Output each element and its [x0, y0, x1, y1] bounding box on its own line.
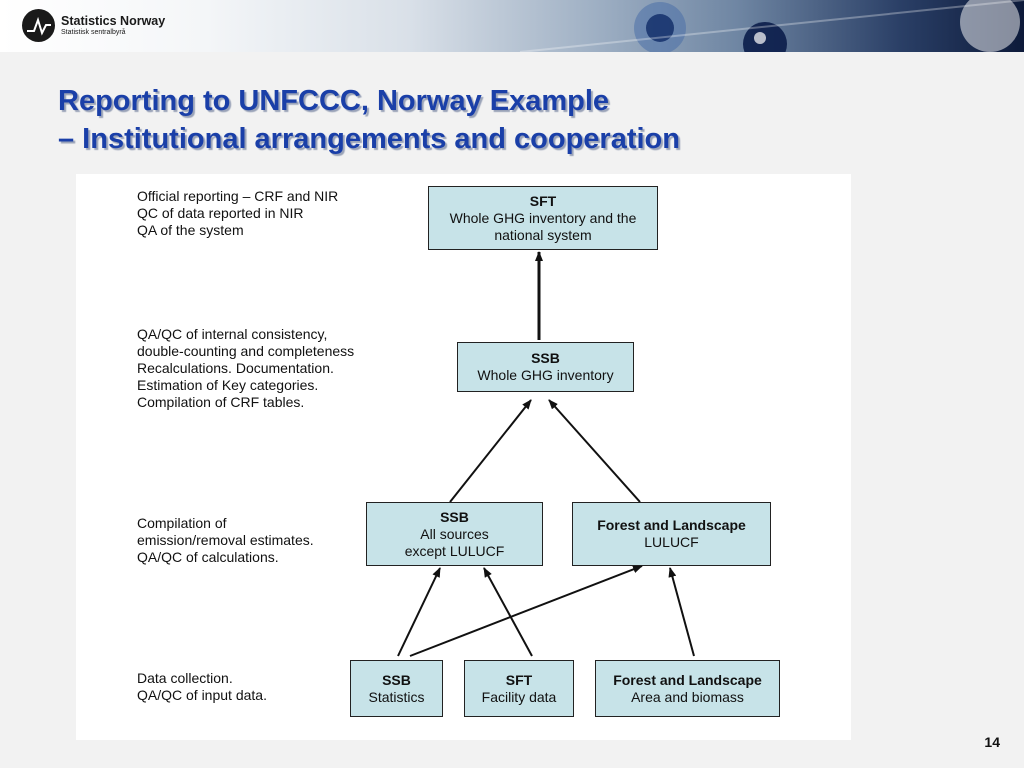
title-line-2: – Institutional arrangements and cooperation — [58, 123, 680, 155]
desc-level-3: Compilation of emission/removal estimates. QA/QC of calculations. — [137, 515, 314, 565]
page-number: 14 — [984, 734, 1000, 750]
arrow-stats-to-forest — [410, 566, 642, 656]
arrow-forestarea-to-forest — [670, 568, 694, 656]
title-line-1: Reporting to UNFCCC, Norway Example — [58, 85, 610, 117]
arrow-ssbsources-to-ssb — [450, 400, 531, 502]
logo-icon — [22, 9, 55, 42]
header-banner — [0, 0, 1024, 52]
box-sft-top: SFT Whole GHG inventory and the national system — [428, 186, 658, 250]
slide-title — [58, 82, 680, 158]
box-ssb-all-sources: SSB All sources except LULUCF — [366, 502, 543, 566]
box-ssb-statistics: SSB Statistics — [350, 660, 443, 717]
arrow-stats-to-ssbsources — [398, 568, 440, 656]
logo[interactable] — [22, 9, 165, 42]
diagram-canvas — [76, 174, 851, 740]
desc-level-4: Data collection. QA/QC of input data. — [137, 670, 267, 703]
arrow-forest-to-ssb — [549, 400, 640, 502]
desc-level-2: QA/QC of internal consistency, double-counting and completeness Recalculations. Documentation. Estimation of Key categories. Compilation of CRF tables. — [137, 326, 355, 410]
box-sft-facility: SFT Facility data — [464, 660, 574, 717]
box-forest-lulucf: Forest and Landscape LULUCF — [572, 502, 771, 566]
diagram-arrows — [76, 174, 851, 740]
logo-subname: Statistisk sentralbyrå — [61, 29, 126, 37]
logo-name: Statistics Norway — [61, 13, 166, 28]
box-ssb-whole: SSB Whole GHG inventory — [457, 342, 634, 392]
box-forest-area: Forest and Landscape Area and biomass — [595, 660, 780, 717]
desc-level-1: Official reporting – CRF and NIR QC of data reported in NIR QA of the system — [137, 188, 339, 238]
